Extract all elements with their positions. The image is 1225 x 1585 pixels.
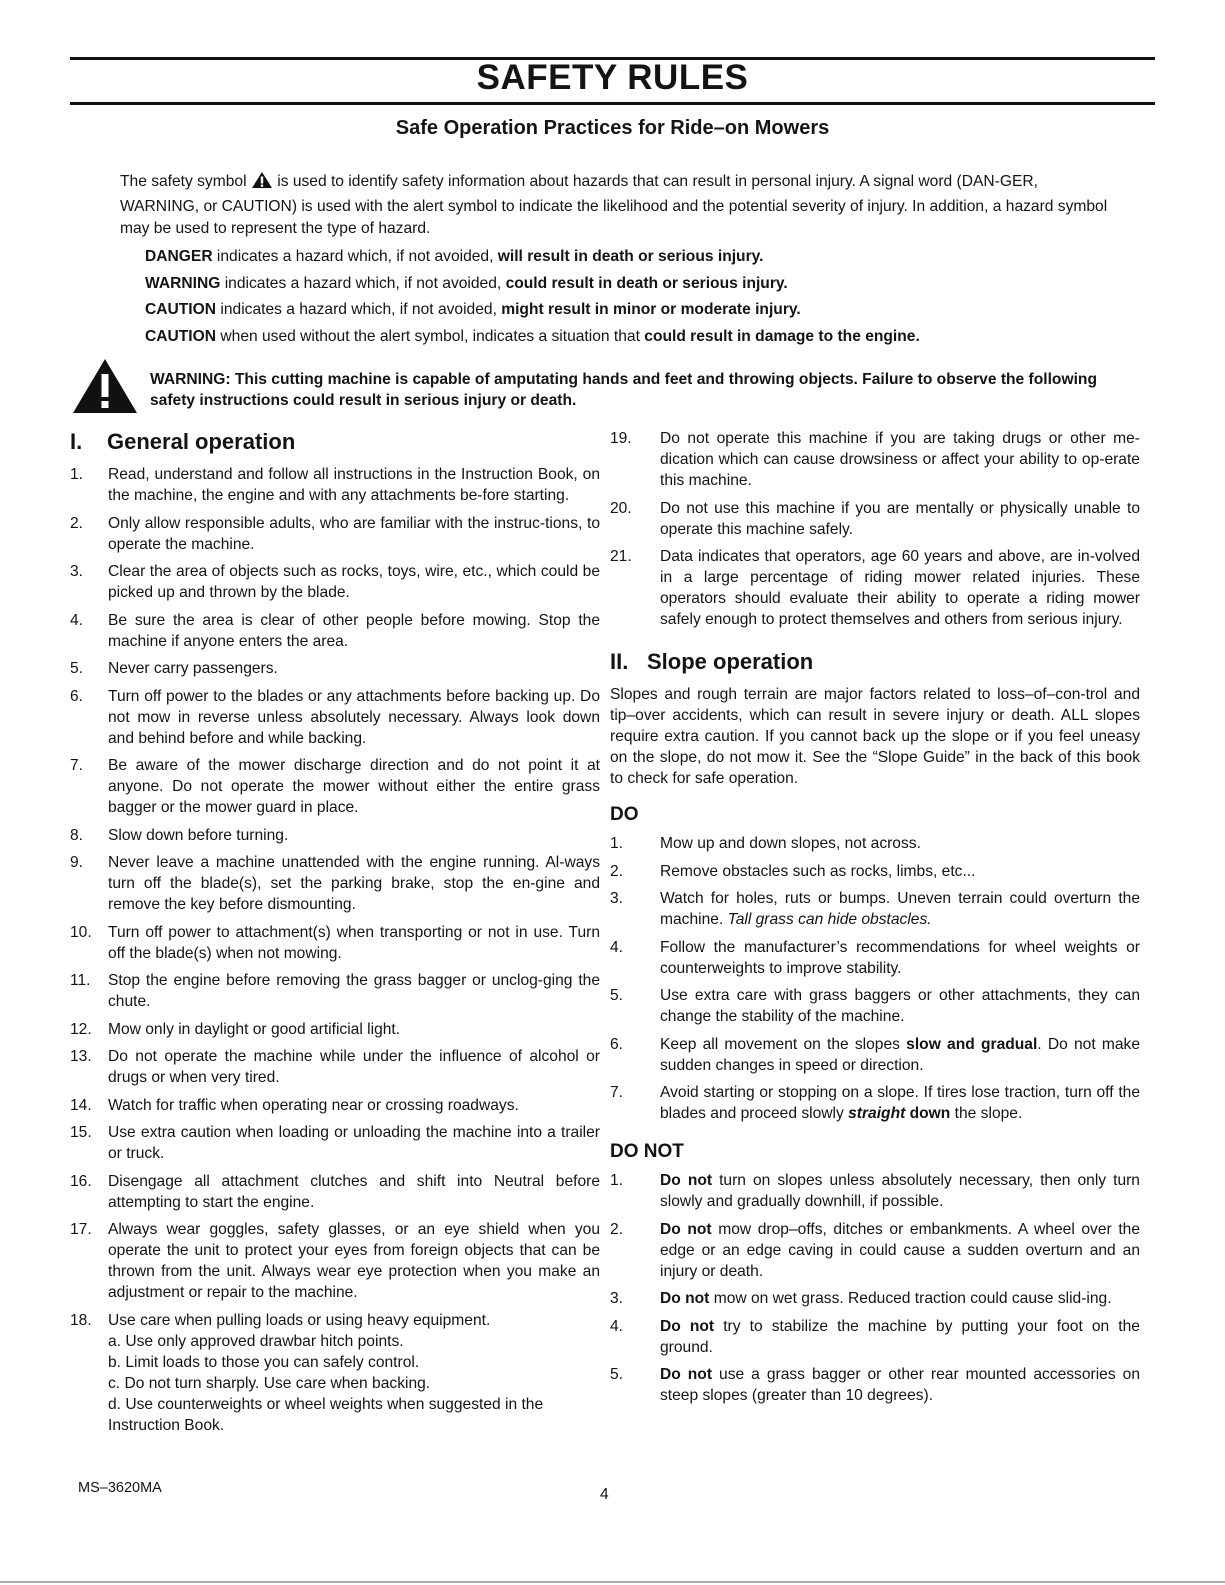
item-text-italic: Tall grass can hide obstacles. [727, 911, 932, 928]
item-text-bold: down [905, 1105, 951, 1122]
item-text: Use care when pulling loads or using heavy equipment. [108, 1311, 491, 1329]
item-number: 3. [610, 1290, 624, 1307]
item-number: 1. [610, 835, 624, 852]
list-item [70, 464, 600, 506]
item-number: 1. [610, 1172, 624, 1189]
item-text: Do not operate the machine while under the influence of alcohol or drugs or when very tired. [108, 1048, 600, 1086]
item-text: Watch for traffic when operating near or crossing roadways. [108, 1096, 519, 1114]
item-lead: Do not [660, 1317, 715, 1335]
do-not-item [610, 1170, 1140, 1212]
do-item [610, 1034, 1140, 1076]
list-item [70, 1219, 600, 1303]
item-text: Disengage all attachment clutches and shift into Neutral before attempting to start the engine. [108, 1172, 600, 1211]
item-number: 3. [610, 890, 624, 907]
definition-text: indicates a hazard which, if not avoided, [216, 301, 502, 318]
item-text: Read, understand and follow all instructions in the Instruction Book, on the machine, the engine and with any attachments be-fore starting. [108, 466, 600, 504]
item-text: Use extra caution when loading or unloading the machine into a trailer or truck. [108, 1124, 600, 1162]
item-text: Mow only in daylight or good artificial light. [108, 1020, 401, 1038]
do-not-heading: DO NOT [610, 1141, 684, 1162]
item-text: Only allow responsible adults, who are familiar with the instruc-tions, to operate the machine. [108, 514, 600, 553]
item-number: 13. [70, 1048, 92, 1065]
list-item [70, 1046, 600, 1088]
sub-item: c. Do not turn sharply. Use care when backing. [108, 1374, 431, 1392]
intro-text-before: The safety symbol [120, 173, 247, 190]
item-number: 15. [70, 1124, 92, 1141]
signal-word-definitions [145, 248, 1125, 354]
item-text [660, 1219, 1140, 1282]
sub-item: d. Use counterweights or wheel weights when suggested in the Instruction Book. [108, 1395, 544, 1434]
definition-strong: might result in minor or moderate injury. [501, 301, 801, 318]
item-number: 8. [70, 826, 84, 844]
section-title: Slope operation [647, 649, 814, 674]
definition-warning [145, 275, 1125, 293]
item-number: 3. [70, 563, 84, 580]
section-title: General operation [107, 429, 296, 454]
definition-text: when used without the alert symbol, indicates a situation that [216, 327, 645, 345]
item-number: 5. [610, 1366, 624, 1383]
do-item [610, 833, 1140, 854]
item-text: Follow the manufacturer’s recommendations for wheel weights or counterweights to improve stability. [660, 938, 1140, 977]
list-item [70, 970, 600, 1012]
item-number: 2. [70, 514, 84, 532]
do-not-item [610, 1316, 1140, 1358]
list-item [70, 1095, 600, 1116]
list-item [70, 1019, 600, 1040]
item-text: Do not use this machine if you are mentally or physically unable to operate this machine safely. [660, 499, 1140, 538]
item-text: Slow down before turning. [108, 826, 289, 844]
list-item [610, 428, 1140, 491]
definition-term: DANGER [145, 248, 213, 265]
list-item [70, 1171, 600, 1213]
list-item [70, 686, 600, 749]
item-lead: Do not [660, 1366, 713, 1383]
section-number: II. [610, 649, 629, 674]
item-text: Use extra care with grass baggers or other attachments, they can change the stability of the machine. [660, 987, 1140, 1025]
item-text-part: mow on wet grass. Reduced traction could cause slid-ing. [709, 1290, 1112, 1307]
definition-strong: will result in death or serious injury. [497, 248, 764, 265]
right-column [610, 428, 1140, 1413]
list-item [70, 922, 600, 964]
item-number: 12. [70, 1020, 92, 1038]
item-text: Clear the area of objects such as rocks, toys, wire, etc., which could be picked up and thrown by the blade. [108, 563, 600, 601]
section-general-operation-heading [70, 428, 600, 456]
definition-text: indicates a hazard which, if not avoided, [220, 274, 506, 292]
item-number: 4. [610, 938, 624, 956]
item-number: 1. [70, 466, 84, 483]
item-number: 9. [70, 854, 84, 871]
list-item [70, 852, 600, 915]
intro-text-after: is used to identify safety information about hazards that can result in personal injury. A signal word (DAN-GER, WARNING, or CAUTION) is used with the alert symbol to indicate the likelihood and the potential severity of injury. In addition, a hazard symbol may be used to represent the type of hazard. [120, 173, 1108, 237]
item-number: 10. [70, 923, 92, 941]
title-underline [70, 102, 1155, 105]
document-code: MS–3620MA [78, 1480, 162, 1496]
item-text-part: the slope. [950, 1105, 1023, 1122]
item-number: 4. [70, 611, 84, 629]
item-text-block [108, 1310, 600, 1436]
page-title: SAFETY RULES [476, 58, 749, 97]
item-text-part: try to stabilize the machine by putting your foot on the ground. [660, 1317, 1140, 1356]
item-text [660, 888, 1140, 930]
definition-danger [145, 248, 1125, 266]
item-text: Be aware of the mower discharge direction and do not point it at anyone. Do not operate the mower without either the entire grass bagger or the mower guard in place. [108, 757, 600, 816]
item-text-part: mow drop–offs, ditches or embankments. A wheel over the edge or an edge caving in could cause a sudden overturn and an injury or death. [660, 1220, 1140, 1280]
item-text-bold: slow and gradual [906, 1035, 1038, 1053]
intro-paragraph [120, 171, 1110, 240]
item-text-part: use a grass bagger or other rear mounted accessories on steep slopes (greater than 10 degrees). [660, 1366, 1140, 1404]
list-item [70, 1122, 600, 1164]
definition-text: indicates a hazard which, if not avoided, [212, 248, 498, 265]
do-heading: DO [610, 804, 639, 825]
item-number: 5. [610, 987, 624, 1004]
definition-term: CAUTION [145, 301, 217, 318]
item-number: 18. [70, 1311, 92, 1329]
item-number: 20. [610, 499, 632, 517]
page-subtitle: Safe Operation Practices for Ride–on Mowers [395, 117, 830, 139]
item-text: Be sure the area is clear of other people before mowing. Stop the machine if anyone enters the area. [108, 611, 600, 650]
left-column [70, 428, 600, 1442]
item-text [660, 1316, 1140, 1358]
item-text-bold-italic: straight [848, 1105, 906, 1122]
item-number: 2. [610, 862, 624, 880]
slope-intro-paragraph: Slopes and rough terrain are major factors related to loss–of–con-trol and tip–over accidents, which can result in severe injury or death. ALL slopes require extra caution. If you cannot back up the slope or if you feel uneasy on the slope, do not mow it. See the “Slope Guide” in the back of this book to check for safe operation. [610, 686, 1140, 787]
do-item [610, 985, 1140, 1027]
item-number: 17. [70, 1221, 92, 1238]
page-number: 4 [600, 1486, 609, 1503]
item-text-part: . Do not make sudden changes in speed or direction. [660, 1035, 1140, 1074]
item-lead: Do not [660, 1172, 713, 1189]
item-number: 7. [70, 757, 84, 774]
definition-caution [145, 301, 1125, 319]
section-slope-operation-heading [610, 648, 1140, 676]
item-text: Mow up and down slopes, not across. [660, 835, 921, 852]
definition-term: WARNING [145, 274, 221, 292]
do-not-item [610, 1364, 1140, 1406]
item-text-part: Watch for holes, ruts or bumps. Uneven terrain could overturn the machine. [660, 890, 1140, 928]
item-number: 2. [610, 1220, 624, 1238]
item-text-part: turn on slopes unless absolutely necessary, then only turn slowly and gradually downhill, if possible. [660, 1172, 1140, 1210]
list-item [610, 498, 1140, 540]
do-item [610, 888, 1140, 930]
list-item [70, 825, 600, 846]
item-number: 16. [70, 1172, 92, 1190]
item-text [660, 1364, 1140, 1406]
item-text-part: Keep all movement on the slopes [660, 1035, 907, 1053]
item-number: 19. [610, 430, 632, 447]
list-item [70, 513, 600, 555]
list-item [70, 1310, 600, 1436]
list-item [70, 755, 600, 818]
item-text: Turn off power to attachment(s) when transporting or not in use. Turn off the blade(s) when not mowing. [108, 923, 600, 962]
do-item [610, 1082, 1140, 1124]
item-text [660, 1034, 1140, 1076]
list-item [70, 561, 600, 603]
item-text [660, 1170, 1140, 1212]
item-number: 7. [610, 1084, 624, 1101]
warning-triangle-icon [72, 358, 138, 419]
do-item [610, 861, 1140, 882]
item-text [660, 1288, 1140, 1309]
sub-item: b. Limit loads to those you can safely control. [108, 1353, 420, 1371]
page-bottom-border [0, 1581, 1225, 1583]
item-text: Never carry passengers. [108, 660, 278, 677]
item-number: 21. [610, 548, 632, 565]
item-text: Remove obstacles such as rocks, limbs, etc... [660, 862, 976, 880]
do-not-item [610, 1219, 1140, 1282]
item-text: Data indicates that operators, age 60 years and above, are in-volved in a large percentage of riding mower related injuries. These operators should evaluate their ability to operate a riding mower safely enough to protect themselves and others from serious injury. [660, 548, 1140, 628]
item-lead: Do not [660, 1290, 710, 1307]
item-text-part: Avoid starting or stopping on a slope. If tires lose traction, turn off the blades and proceed slowly [660, 1084, 1140, 1122]
list-item [70, 610, 600, 652]
item-text [660, 1082, 1140, 1124]
item-lead: Do not [660, 1220, 712, 1238]
item-text: Turn off power to the blades or any attachments before backing up. Do not mow in reverse unless absolutely necessary. Always look down and behind before and while backing. [108, 687, 600, 747]
item-text: Do not operate this machine if you are taking drugs or other me-dication which can cause drowsiness or affect your ability to op-erate this machine. [660, 430, 1140, 489]
definition-term: CAUTION [145, 327, 217, 345]
sub-item: a. Use only approved drawbar hitch points. [108, 1332, 404, 1350]
item-number: 6. [610, 1035, 624, 1053]
list-item [70, 658, 600, 679]
definition-strong: could result in death or serious injury. [505, 274, 788, 292]
item-number: 11. [70, 972, 91, 989]
item-number: 5. [70, 660, 84, 677]
item-number: 4. [610, 1317, 624, 1335]
safety-alert-icon [251, 171, 273, 196]
definition-strong: could result in damage to the engine. [644, 327, 920, 345]
section-number: I. [70, 429, 83, 454]
item-text: Stop the engine before removing the grass bagger or unclog-ging the chute. [108, 972, 600, 1010]
do-not-item [610, 1288, 1140, 1309]
item-text: Always wear goggles, safety glasses, or an eye shield when you operate the unit to protect your eyes from foreign objects that can be thrown from the unit. Always wear eye protection when you make an adjustment or repair to the machine. [108, 1221, 600, 1301]
definition-caution-engine [145, 328, 1125, 346]
item-number: 14. [70, 1096, 92, 1114]
list-item [610, 546, 1140, 630]
item-text: Never leave a machine unattended with the engine running. Al-ways turn off the blade(s), set the parking brake, stop the en-gine and remove the key before dismounting. [108, 854, 600, 913]
warning-statement: WARNING: This cutting machine is capable of amputating hands and feet and throwing objects. Failure to observe the following safety instructions could result in serious injury or death. [150, 371, 1097, 409]
item-number: 6. [70, 687, 84, 705]
do-item [610, 937, 1140, 979]
